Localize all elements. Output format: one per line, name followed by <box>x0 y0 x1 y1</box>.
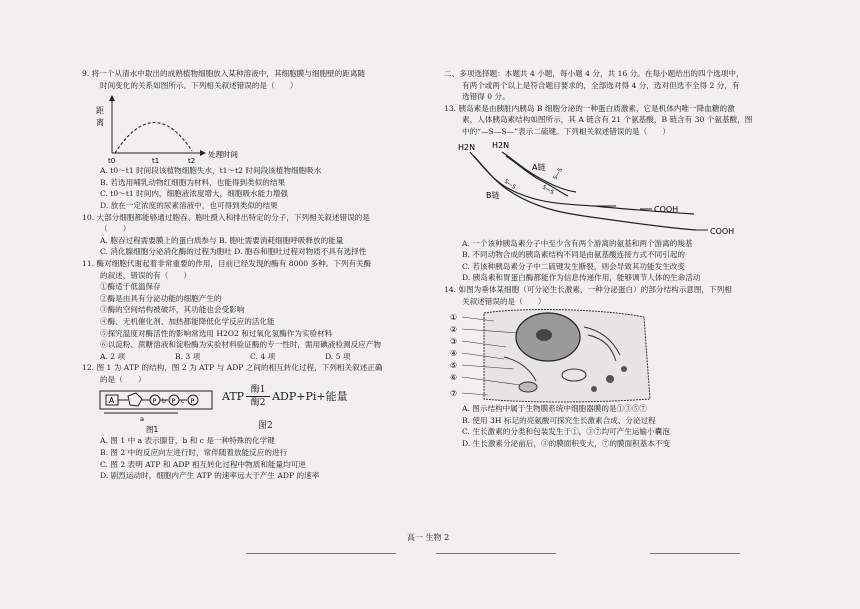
q11-item-1: ①酶适于低温保存 <box>100 282 161 292</box>
q12-p1: P <box>152 397 157 406</box>
q11-stem-1: 11. 酶对细胞代谢起着非常重要的作用，目前已经发现的酶有 8000 多种。下列有关酶 <box>82 258 372 268</box>
q11-item-5: ⑤探究温度对酶活性的影响常选用 H2O2 和过氧化氢酶作为实验材料 <box>100 328 333 338</box>
q14-label-7: ⑦ <box>450 389 458 399</box>
q14-vesicle-3 <box>591 386 597 392</box>
q12-atp-structure <box>82 385 222 435</box>
q13-stem-1: 13. 胰岛素是由胰脏内胰岛 B 细胞分泌的一种蛋白质激素，它是机体内唯一降血糖的激 <box>444 103 735 113</box>
right-column <box>444 68 784 450</box>
section2-line-1: 二、多项选择题：本题共 4 小题，每小题 4 分，共 16 分。在每小题给出的四个选项中， <box>444 69 744 78</box>
q11-option-d: D. 5 项 <box>325 351 351 361</box>
q9-y-label-1: 距 <box>96 106 104 116</box>
q11-options <box>82 351 400 363</box>
q12-p3: P <box>190 397 195 406</box>
q9-y-arrow <box>109 95 115 101</box>
q11-item-3: ③酶的空间结构被破坏，其功能也会受影响 <box>100 305 245 315</box>
q12-option-c: C. 图 2 表明 ATP 和 ADP 相互转化过程中物质和能量均可逆 <box>100 459 306 469</box>
q11-item-6: ⑥以淀粉、蔗糖溶液和淀粉酶为实验材料验证酶的专一性时，需用碘液检测反应产物 <box>100 340 381 350</box>
q9-t0: t0 <box>108 157 116 166</box>
q14-cell-svg <box>444 307 684 403</box>
q11-option-c: C. 4 项 <box>250 351 276 361</box>
q13-option-d: D. 胰岛素和胃蛋白酶都能作为信息传递作用，能够调节人体的生命活动 <box>462 273 701 283</box>
q12-option-a: A. 图 1 中 a 表示腺苷，b 和 c 是一种特殊的化学键 <box>100 436 275 446</box>
q10-stem-2: （ ） <box>100 224 131 234</box>
q9-option-d: D. 放在一定浓度的尿素溶液中，也可得到类似的结果 <box>100 200 278 210</box>
q12-p2: P <box>171 397 176 406</box>
q12-formula-right: ADP+Pi+能量 <box>272 390 348 404</box>
q9-x-label: 处理时间 <box>208 150 238 160</box>
q14-mitochondrion <box>519 382 537 392</box>
q13-option-b: B. 不同动物合成的胰岛素结构不同是由氨基酸连接方式不同引起的 <box>462 250 686 260</box>
q14-option-b: B. 使用 3H 标记的亮氨酸可探究生长激素合成、分泌过程 <box>462 415 656 425</box>
q13-insulin-diagram <box>444 138 784 238</box>
q13-option-a: A. 一个该种胰岛素分子中至少含有两个游离的氨基和两个游离的羧基 <box>462 238 693 248</box>
q12-enzymes <box>246 385 270 408</box>
q14-option-a: A. 图示结构中属于生物膜系统中细胞器膜的是①③⑤⑦ <box>462 404 647 414</box>
q11-stem-2: 的叙述，错误的有（ ） <box>100 270 192 280</box>
q11-option-a: A. 2 项 <box>100 351 126 361</box>
q13-ss-3: S—S <box>552 166 564 181</box>
q14-label-5: ⑤ <box>450 361 458 371</box>
q9-graph-svg <box>82 91 282 165</box>
q14-label-1: ① <box>450 313 458 323</box>
q14-vesicle-1 <box>606 375 614 383</box>
q9-option-a: A. t0～t1 时间段该植物细胞失水，t1～t2 时间段该植物细胞吸水 <box>100 166 322 176</box>
q13-chain-a-label: A链 <box>532 162 546 172</box>
q13-insulin-svg <box>444 138 744 238</box>
q12-ribose <box>128 393 142 406</box>
q14-option-d: D. 生长激素分泌前后，③的膜面积变大，⑦的膜面积基本不变 <box>462 438 671 448</box>
q14-stem-2: 关叙述错误的是（ ） <box>462 296 546 306</box>
q13-cooh-1: COOH <box>654 204 679 214</box>
q9-option-b: B. 若选用哺乳动物红细胞为材料，也能得到类似的结果 <box>100 177 286 187</box>
q13-stem-2: 素，人体胰岛素结构如图所示，其 A 链含有 21 个氨基酸，B 链含有 30 个氨基酸，图 <box>462 115 753 125</box>
q13-stem-3: 中的“—S—S—”表示二硫键。下列相关叙述错误的是（ ） <box>462 126 671 136</box>
q9-t2: t2 <box>188 157 196 166</box>
q9-stem-2: 时间变化的关系如图所示。下列相关叙述错误的是（ ） <box>100 80 298 90</box>
q12-enzyme2: 酶2 <box>250 398 266 409</box>
footer-rule-right <box>650 553 740 554</box>
q9-curve <box>115 123 192 154</box>
q12-b-label: b <box>162 398 166 406</box>
q14-nucleolus <box>536 329 552 341</box>
q14-label-2: ② <box>450 325 458 335</box>
q14-label-6: ⑥ <box>450 373 458 383</box>
q9-y-label-2: 离 <box>96 118 104 128</box>
q10-stem-1: 10. 大部分细胞都能够通过胞吞、胞吐摄入和排出特定的分子，下列相关叙述错误的是 <box>82 212 370 222</box>
q9-stem-1: 9. 将一个从清水中取出的成熟植物细胞放入某种溶液中，其细胞膜与细胞壁的距离随 <box>82 69 366 78</box>
q14-cell-diagram <box>444 307 784 403</box>
q14-label-3: ③ <box>450 337 458 347</box>
q12-enzyme1: 酶1 <box>250 385 266 396</box>
q11-item-4: ④酶、无机催化剂、加热都能降低化学反应的活化能 <box>100 316 275 326</box>
q11-item-2: ②酶是由具有分泌功能的细胞产生的 <box>100 293 222 303</box>
q11-option-b: B. 3 项 <box>175 351 201 361</box>
page-footer: 高一 生物 2 <box>407 533 450 542</box>
q12-a-label: a <box>140 415 144 424</box>
q14-vesicle-2 <box>621 366 627 372</box>
q12-adenine-label: A <box>109 396 115 406</box>
q13-h2n-1: H2N <box>458 142 476 152</box>
q9-option-c: C. t0～t1 时间内，细胞液浓度增大，细胞吸水能力增强 <box>100 189 289 199</box>
q12-fig2-caption: 图2 <box>258 421 273 432</box>
q10-option-ab: A. 胞吞过程需要膜上的蛋白质参与 B. 胞吐需要消耗细胞呼吸释放的能量 <box>100 235 344 245</box>
q12-formula <box>222 385 348 408</box>
q9-x-arrow <box>200 150 206 156</box>
q13-chain-b-lower <box>474 156 696 230</box>
q12-stem-2: 的是（ ） <box>100 374 146 384</box>
q13-ss-1: S—S <box>502 178 517 191</box>
section2-line-3: 选错得 0 分。 <box>462 92 510 102</box>
q13-ss-2: S—S <box>541 184 555 196</box>
q9-t1: t1 <box>152 157 160 166</box>
q13-option-c: C. 若该种胰岛素分子中二硫键发生断裂，则会导致其功能发生改变 <box>462 261 685 271</box>
section2-line-2: 有两个或两个以上是符合题目要求的，全部选对得 4 分，选对但选不全得 2 分，有 <box>462 80 740 90</box>
q14-stem-1: 14. 如图为垂体某细胞（可分泌生长激素，一种分泌蛋白）的部分结构示意图，下列相 <box>444 284 732 294</box>
q12-option-b: B. 图 2 中的反应向左进行时，常伴随着放能反应的进行 <box>100 448 288 458</box>
q9-graph <box>82 91 400 165</box>
q12-c-label: c <box>181 398 185 406</box>
left-column <box>82 68 400 482</box>
q12-formula-left: ATP <box>222 390 245 404</box>
q12-figures <box>82 385 400 435</box>
q12-fig1-caption: 图1 <box>146 425 159 435</box>
footer-rule-left <box>246 553 396 554</box>
q13-h2n-2: H2N <box>492 140 510 150</box>
footer-rule-middle <box>436 553 556 554</box>
q12-option-d: D. 剧烈运动时，细胞内产生 ATP 的速率远大于产生 ADP 的速率 <box>100 471 320 481</box>
q14-option-c: C. 生长激素的分类和包装发生于①，③⑦均可产生运输小囊泡 <box>462 427 670 437</box>
q14-label-4: ④ <box>450 349 458 359</box>
q10-option-cd: C. 消化腺细胞分泌消化酶的过程为胞吐 D. 胞吞和胞吐过程对物质不具有选择性 <box>100 247 367 257</box>
q12-stem-1: 12. 图 1 为 ATP 的结构，图 2 为 ATP 与 ADP 之间的相互转化过程，下列相关叙述正确 <box>82 363 383 373</box>
q13-cooh-2: COOH <box>710 226 735 236</box>
q13-chain-b-label: B链 <box>486 190 500 200</box>
